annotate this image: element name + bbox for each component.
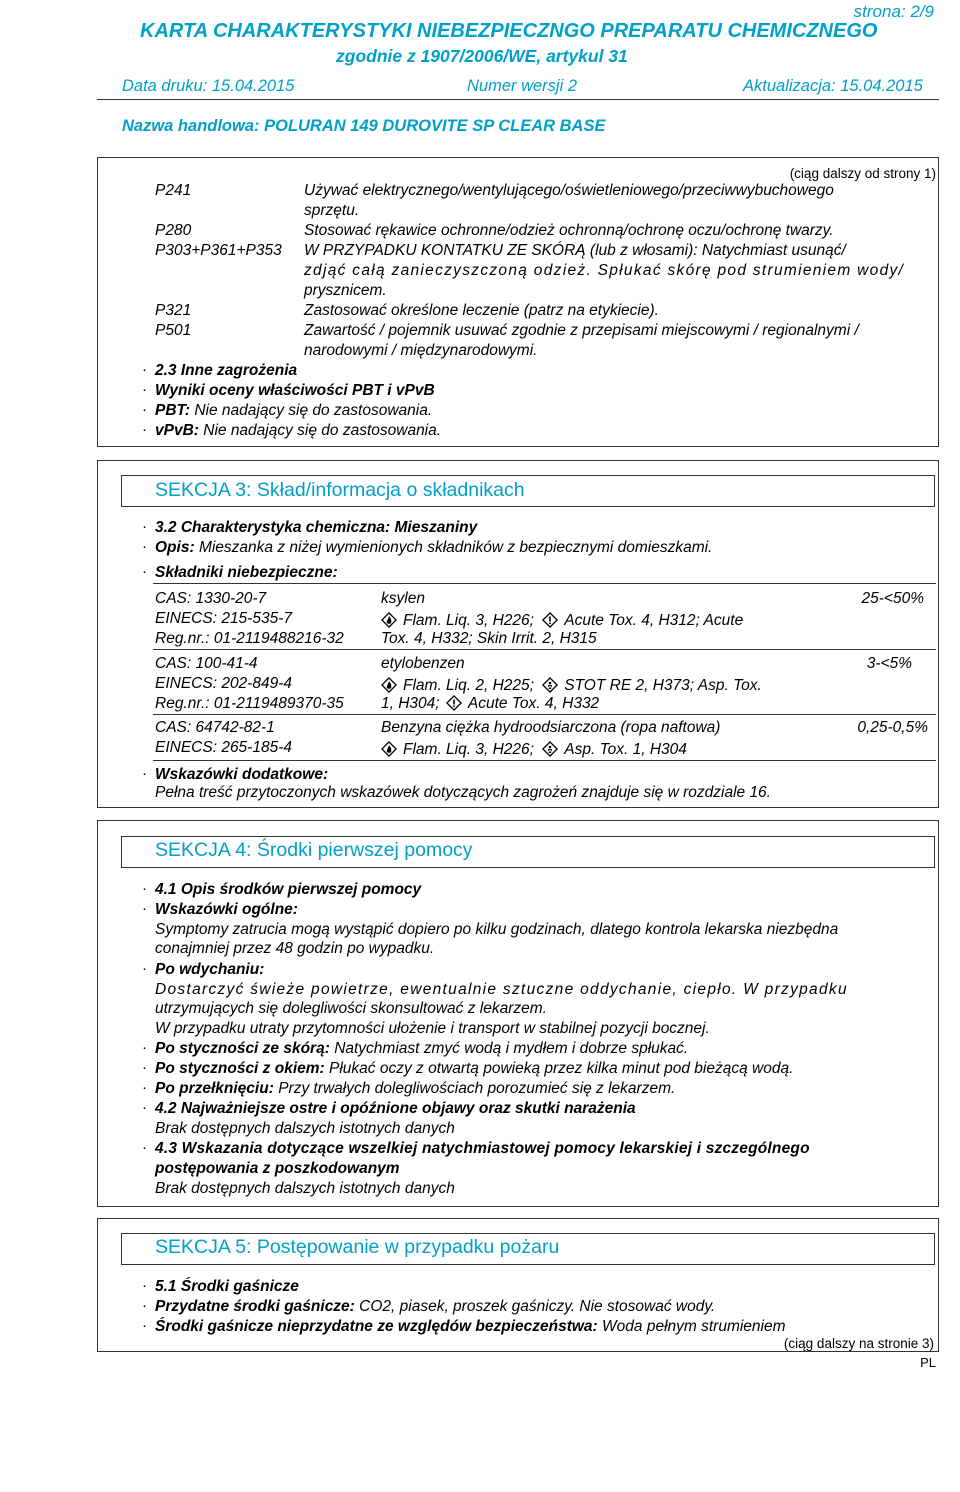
inhalation-text: utrzymujących się dolegliwości skonsultować z lekarzem. <box>155 1000 547 1017</box>
bullet: · <box>142 1099 147 1116</box>
bullet: · <box>142 1317 147 1334</box>
component-name: etylobenzen <box>381 655 465 672</box>
component-name: Benzyna ciężka hydroodsiarczona (ropa naftowa) <box>381 719 721 736</box>
bullet: · <box>142 361 147 378</box>
subsection-title: 4.3 Wskazania dotyczące wszelkiej natychmiastowej pomocy lekarskiej i szczególnego <box>155 1140 810 1157</box>
section-4-title: SEKCJA 4: Środki pierwszej pomocy <box>155 839 473 861</box>
exclamation-pictogram-icon <box>542 612 558 628</box>
p-code: P501 <box>155 322 192 339</box>
general-title: Wskazówki ogólne: <box>155 901 298 918</box>
component-classification: Flam. Liq. 3, H226; Acute Tox. 4, H312; Acute <box>381 611 743 630</box>
subsection-text: Brak dostępnych dalszych istotnych danych <box>155 1120 455 1137</box>
p-text: W PRZYPADKU KONTATKU ZE SKÓRĄ (lub z włosami): Natychmiast usunąć/ <box>304 242 846 259</box>
bullet: · <box>142 900 147 917</box>
document-title: KARTA CHARAKTERYSTYKI NIEBEZPIECZNGO PREPARATU CHEMICZNEGO <box>140 20 878 42</box>
component-classification: Flam. Liq. 2, H225; STOT RE 2, H373; Asp. Tox. <box>381 676 762 695</box>
eye-contact-line: Po styczności z okiem: Płukać oczy z otwartą powieką przez kilka minut pod bieżącą wodą. <box>155 1060 794 1077</box>
section-5-title: SEKCJA 5: Postępowanie w przypadku pożaru <box>155 1236 560 1258</box>
component-name: ksylen <box>381 590 425 607</box>
subsection-title: 4.1 Opis środków pierwszej pomocy <box>155 881 422 898</box>
bullet: · <box>142 1297 147 1314</box>
concentration: 3-<5% <box>866 655 912 672</box>
p-text: Używać elektrycznego/wentylującego/oświetleniowego/przeciwwybuchowego <box>304 182 834 199</box>
extra-title: Wskazówki dodatkowe: <box>155 766 329 783</box>
bullet: · <box>142 1277 147 1294</box>
language-code: PL <box>920 1355 936 1370</box>
p-code: P303+P361+P353 <box>155 242 282 259</box>
extra-text: Pełna treść przytoczonych wskazówek dotyczących zagrożeń znajduje się w rozdziale 16. <box>155 784 771 801</box>
subsection-title: postępowania z poszkodowanym <box>155 1160 400 1177</box>
p-text: sprzętu. <box>304 202 360 219</box>
einecs-number: EINECS: 265-185-4 <box>155 739 292 756</box>
einecs-number: EINECS: 215-535-7 <box>155 610 292 627</box>
concentration: 25-<50% <box>861 590 924 607</box>
table-rule <box>153 760 936 761</box>
p-code: P280 <box>155 222 192 239</box>
subsection-text: Brak dostępnych dalszych istotnych danych <box>155 1180 455 1197</box>
bullet: · <box>142 563 147 580</box>
health-hazard-pictogram-icon <box>542 741 558 757</box>
general-text: conajmniej przez 48 godzin po wypadku. <box>155 940 435 957</box>
p-code: P321 <box>155 302 192 319</box>
bullet: · <box>142 1039 147 1056</box>
p-text: prysznicem. <box>304 282 387 299</box>
header-rule <box>97 99 939 100</box>
inhalation-text: W przypadku utraty przytomności ułożenie i transport w stabilnej pozycji bocznej. <box>155 1020 710 1037</box>
continued-on: (ciąg dalszy na stronie 3) <box>783 1336 934 1351</box>
section-3-title: SEKCJA 3: Skład/informacja o składnikach <box>155 479 525 501</box>
continued-from: (ciąg dalszy od strony 1) <box>789 166 936 181</box>
subsection-title: 4.2 Najważniejsze ostre i opóźnione objawy oraz skutki narażenia <box>155 1100 636 1117</box>
health-hazard-pictogram-icon <box>542 677 558 693</box>
component-classification: 1, H304; Acute Tox. 4, H332 <box>381 695 600 712</box>
ingestion-line: Po przełknięciu: Przy trwałych dolegliwościach porozumieć się z lekarzem. <box>155 1080 676 1097</box>
cas-number: CAS: 64742-82-1 <box>155 719 275 736</box>
pbt-title: Wyniki oceny właściwości PBT i vPvB <box>155 382 435 399</box>
flame-pictogram-icon <box>381 612 397 628</box>
cas-number: CAS: 100-41-4 <box>155 655 258 672</box>
reg-number: Reg.nr.: 01-2119488216-32 <box>155 630 344 647</box>
bullet: · <box>142 1079 147 1096</box>
print-date: Data druku: 15.04.2015 <box>122 77 295 95</box>
subsection-title: 3.2 Charakterystyka chemiczna: Mieszaniny <box>155 519 478 536</box>
cas-number: CAS: 1330-20-7 <box>155 590 267 607</box>
bullet: · <box>142 960 147 977</box>
description-line: Opis: Mieszanka z niżej wymienionych składników z bezpiecznymi domieszkami. <box>155 539 713 556</box>
unsuitable-media-line: Środki gaśnicze nieprzydatne ze względów bezpieczeństwa: Woda pełnym strumieniem <box>155 1318 786 1335</box>
p-text: Zawartość / pojemnik usuwać zgodnie z przepisami miejscowymi / regionalnymi / <box>304 322 859 339</box>
bullet: · <box>142 401 147 418</box>
bullet: · <box>142 381 147 398</box>
bullet: · <box>142 1139 147 1156</box>
bullet: · <box>142 1059 147 1076</box>
bullet: · <box>142 880 147 897</box>
footer-rule <box>97 1351 939 1352</box>
flame-pictogram-icon <box>381 741 397 757</box>
einecs-number: EINECS: 202-849-4 <box>155 675 292 692</box>
subsection-title: 2.3 Inne zagrożenia <box>155 362 298 379</box>
component-classification: Tox. 4, H332; Skin Irrit. 2, H315 <box>381 630 597 647</box>
inhalation-text: Dostarczyć świeże powietrze, ewentualnie sztuczne oddychanie, ciepło. W przypadku <box>155 981 848 998</box>
update-date: Aktualizacja: 15.04.2015 <box>743 77 923 95</box>
p-text: zdjąć całą zanieczyszczoną odzież. Spłukać skórę pod strumieniem wody/ <box>304 262 905 279</box>
bullet: · <box>142 518 147 535</box>
bullet: · <box>142 765 147 782</box>
subsection-title: 5.1 Środki gaśnicze <box>155 1278 299 1295</box>
table-rule <box>153 649 936 650</box>
p-text: narodowymi / międzynarodowymi. <box>304 342 538 359</box>
p-code: P241 <box>155 182 192 199</box>
table-rule <box>153 583 936 584</box>
p-text: Zastosować określone leczenie (patrz na etykiecie). <box>304 302 659 319</box>
suitable-media-line: Przydatne środki gaśnicze: CO2, piasek, proszek gaśniczy. Nie stosować wody. <box>155 1298 716 1315</box>
exclamation-pictogram-icon <box>446 695 462 711</box>
p-text: Stosować rękawice ochronne/odzież ochronną/ochronę oczu/ochronę twarzy. <box>304 222 834 239</box>
table-rule <box>153 714 936 715</box>
components-title: Składniki niebezpieczne: <box>155 564 338 581</box>
version-number: Numer wersji 2 <box>467 77 578 95</box>
trade-name: Nazwa handlowa: POLURAN 149 DUROVITE SP CLEAR BASE <box>122 117 606 135</box>
concentration: 0,25-0,5% <box>857 719 928 736</box>
component-classification: Flam. Liq. 3, H226; Asp. Tox. 1, H304 <box>381 740 687 759</box>
vpvb-line: vPvB: Nie nadający się do zastosowania. <box>155 422 442 439</box>
pbt-line: PBT: Nie nadający się do zastosowania. <box>155 402 433 419</box>
inhalation-title: Po wdychaniu: <box>155 961 265 978</box>
skin-contact-line: Po styczności ze skórą: Natychmiast zmyć wodą i mydłem i dobrze spłukać. <box>155 1040 689 1057</box>
regulation-line: zgodnie z 1907/2006/WE, artykul 31 <box>336 46 628 66</box>
general-text: Symptomy zatrucia mogą wystąpić dopiero po kilku godzinach, dlatego kontrola lekarska niezbędna <box>155 921 839 938</box>
flame-pictogram-icon <box>381 677 397 693</box>
reg-number: Reg.nr.: 01-2119489370-35 <box>155 695 344 712</box>
page-number: strona: 2/9 <box>853 2 934 21</box>
bullet: · <box>142 538 147 555</box>
bullet: · <box>142 421 147 438</box>
